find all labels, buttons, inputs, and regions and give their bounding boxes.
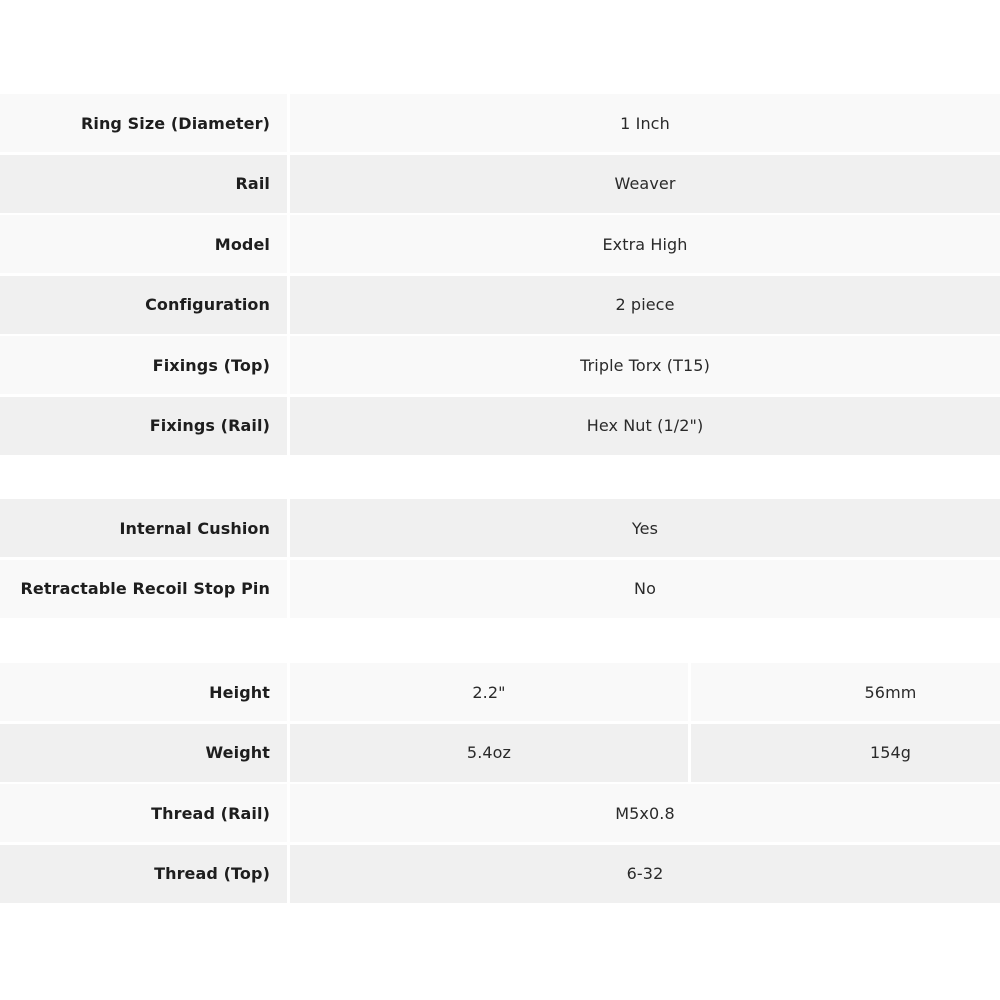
spec-row-recoil-stop-pin: [0, 560, 1000, 618]
spec-row-thread-top: [0, 845, 1000, 903]
spec-value: Weaver: [290, 155, 1000, 213]
spec-label: Model: [0, 215, 287, 273]
spec-value: 1 Inch: [290, 94, 1000, 152]
spec-row-weight: [0, 724, 1000, 782]
spec-row-ring-size: [0, 94, 1000, 152]
spec-value-imperial: 5.4oz: [290, 724, 688, 782]
spec-value-imperial: 2.2": [290, 663, 688, 721]
spec-row-height: [0, 663, 1000, 721]
spec-label: Retractable Recoil Stop Pin: [0, 560, 287, 618]
spec-label: Rail: [0, 155, 287, 213]
spec-label: Fixings (Rail): [0, 397, 287, 455]
spec-row-fixings-top: [0, 336, 1000, 394]
spec-value: No: [290, 560, 1000, 618]
spec-value: Extra High: [290, 215, 1000, 273]
spec-value: 6-32: [290, 845, 1000, 903]
spec-label: Thread (Rail): [0, 784, 287, 842]
spec-row-configuration: [0, 276, 1000, 334]
spec-group-general: [0, 94, 1000, 457]
spec-label: Weight: [0, 724, 287, 782]
spec-label: Height: [0, 663, 287, 721]
spec-row-rail: [0, 155, 1000, 213]
spec-label: Ring Size (Diameter): [0, 94, 287, 152]
spec-group-dimensions: [0, 663, 1000, 905]
spec-row-model: [0, 215, 1000, 273]
spec-value: M5x0.8: [290, 784, 1000, 842]
spec-label: Fixings (Top): [0, 336, 287, 394]
spec-value: Triple Torx (T15): [290, 336, 1000, 394]
spec-label: Configuration: [0, 276, 287, 334]
spec-label: Thread (Top): [0, 845, 287, 903]
spec-value-metric: 154g: [691, 724, 1000, 782]
spec-value: 2 piece: [290, 276, 1000, 334]
spec-row-fixings-rail: [0, 397, 1000, 455]
spec-row-thread-rail: [0, 784, 1000, 842]
spec-value-metric: 56mm: [691, 663, 1000, 721]
spec-row-internal-cushion: [0, 499, 1000, 557]
spec-label: Internal Cushion: [0, 499, 287, 557]
spec-group-features: [0, 499, 1000, 620]
spec-value: Yes: [290, 499, 1000, 557]
spec-value: Hex Nut (1/2"): [290, 397, 1000, 455]
